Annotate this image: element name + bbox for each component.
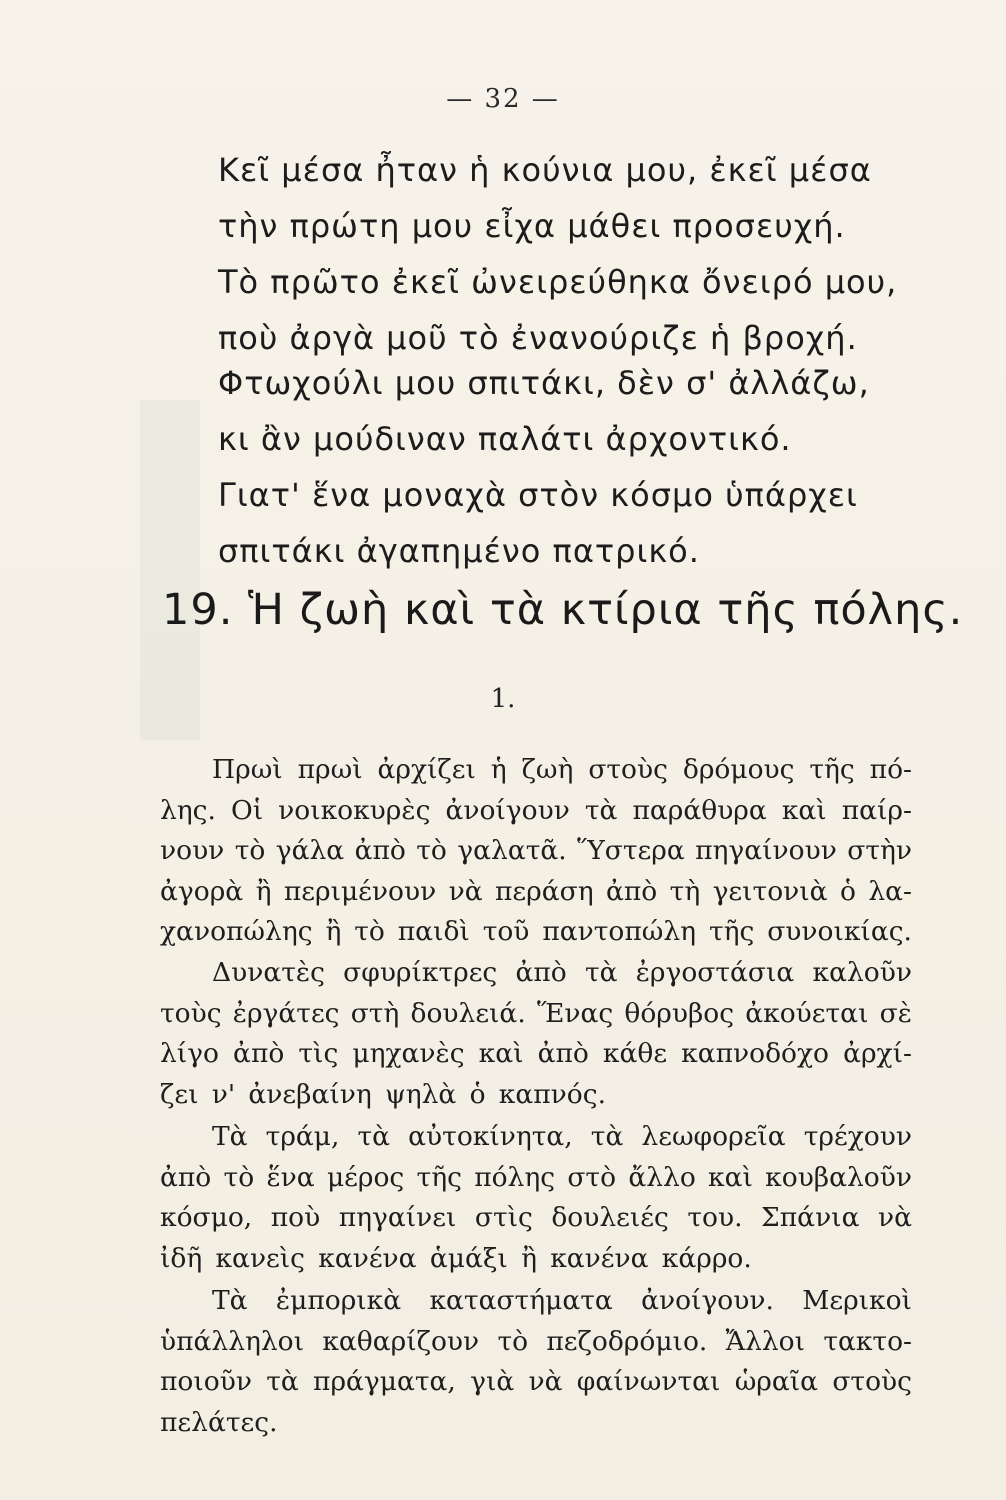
prose-line bbox=[160, 1198, 912, 1239]
prose-line bbox=[160, 791, 912, 832]
prose-line bbox=[160, 831, 912, 872]
subsection-number: 1. bbox=[490, 684, 516, 714]
prose-line bbox=[160, 912, 912, 953]
prose-word: κουβαλοῦν bbox=[765, 1161, 912, 1193]
prose-word: καταστήματα bbox=[429, 1285, 613, 1316]
poem-line: ποὺ ἀργὰ μοῦ τὸ ἐνανούριζε ἡ βροχή. bbox=[218, 319, 858, 357]
prose-word: νοικοκυρὲς bbox=[278, 794, 431, 826]
prose-word: παιδὶ bbox=[397, 916, 470, 947]
prose-word: τὰ bbox=[266, 1366, 299, 1397]
prose-word: πηγαίνουν bbox=[695, 835, 837, 866]
prose-word: ἀπὸ bbox=[605, 875, 658, 907]
prose-word: Ἄλλοι bbox=[725, 1325, 806, 1357]
prose-word: τὸ bbox=[497, 1325, 529, 1357]
prose-line bbox=[160, 1117, 912, 1158]
prose-word: τοῦ bbox=[482, 916, 530, 947]
prose-word: παράθυρα bbox=[632, 794, 767, 826]
prose-word: ἐμπορικὰ bbox=[275, 1285, 402, 1316]
prose-word: στὶς bbox=[474, 1202, 533, 1233]
prose-word: Τὰ bbox=[212, 1285, 248, 1316]
prose-word: Δυνατὲς bbox=[212, 957, 325, 988]
prose-word: καὶ bbox=[781, 794, 827, 826]
paragraph-3 bbox=[160, 1117, 912, 1279]
paragraph-2 bbox=[160, 953, 912, 1115]
prose-word: περάση bbox=[495, 875, 594, 907]
prose-word: ἄλλο bbox=[628, 1161, 696, 1193]
prose-word: καπνοδόχο bbox=[681, 1038, 829, 1069]
prose-word: τῆς bbox=[809, 754, 855, 785]
prose-word: ἐργάτες bbox=[232, 997, 340, 1029]
prose-word: τὸ bbox=[234, 835, 266, 866]
prose-word: Σπάνια bbox=[761, 1202, 860, 1233]
prose-line bbox=[160, 1322, 912, 1363]
prose-word: ἁμάξι bbox=[429, 1242, 508, 1274]
prose-word: ἀνοίγουν. bbox=[641, 1285, 774, 1316]
prose-word: ποιοῦν bbox=[160, 1366, 252, 1397]
prose-word: Τὰ bbox=[212, 1121, 248, 1152]
prose-line bbox=[160, 953, 912, 994]
prose-word: λίγο bbox=[160, 1038, 219, 1069]
prose-word: κανένα bbox=[550, 1242, 649, 1274]
prose-word: θόρυβος bbox=[624, 997, 735, 1029]
prose-word: τοὺς bbox=[160, 997, 222, 1029]
prose-word: παίρ- bbox=[841, 794, 912, 826]
prose-word: γιὰ bbox=[470, 1366, 515, 1397]
prose-word: μέρος bbox=[326, 1161, 405, 1193]
prose-word: ἀκούεται bbox=[745, 997, 869, 1029]
prose-word: σφυρίκτρες bbox=[343, 957, 498, 988]
prose-word: ζωὴ bbox=[521, 754, 574, 785]
prose-word: ἀπὸ bbox=[537, 1038, 589, 1069]
prose-word: ἀπὸ bbox=[233, 1038, 285, 1069]
prose-word: τὰ bbox=[590, 1121, 624, 1152]
prose-word: δουλειά. bbox=[410, 997, 526, 1029]
prose-word: του. bbox=[687, 1202, 743, 1233]
prose-word: τὶς bbox=[298, 1038, 339, 1069]
prose-word: καλοῦν bbox=[812, 957, 912, 988]
prose-word: παντοπώλη bbox=[542, 916, 697, 947]
prose-word: ἀπὸ bbox=[354, 835, 406, 866]
prose-word: πόλης bbox=[474, 1161, 556, 1193]
prose-word: ὡραῖα bbox=[734, 1366, 819, 1397]
prose-word: πράγματα, bbox=[313, 1366, 456, 1397]
prose-word: στοὺς bbox=[832, 1366, 912, 1397]
prose-word: γαλατᾶ. bbox=[457, 835, 567, 866]
prose-word: στὴν bbox=[847, 835, 912, 866]
prose-word: αὐτοκίνητα, bbox=[408, 1121, 573, 1152]
poem-line: Κεῖ μέσα ἦταν ἡ κούνια μου, ἐκεῖ μέσα bbox=[218, 151, 872, 189]
prose-word: λεωφορεῖα bbox=[641, 1121, 786, 1152]
prose-word: τὰ bbox=[584, 794, 618, 826]
prose-word: κόσμο, bbox=[160, 1202, 253, 1233]
prose-word: ἀρχίζει bbox=[377, 754, 476, 785]
prose-word: Οἱ bbox=[230, 794, 264, 826]
prose-word: νὰ bbox=[448, 875, 483, 907]
prose-word: νουν bbox=[160, 835, 225, 866]
prose-word: νὰ bbox=[528, 1366, 563, 1397]
prose-word: ἰδῆ bbox=[160, 1242, 203, 1274]
prose-word: γάλα bbox=[275, 835, 345, 866]
prose-word: ἀπὸ bbox=[515, 957, 567, 988]
prose-word: δουλειές bbox=[551, 1202, 669, 1233]
paragraph-1 bbox=[160, 750, 912, 953]
prose-word: ἢ bbox=[521, 1242, 537, 1274]
prose-word: ἢ bbox=[325, 916, 342, 947]
poem-line: Γιατ' ἕνα μοναχὰ στὸν κόσμο ὑπάρχει bbox=[218, 476, 858, 514]
prose-word: ἐργοστάσια bbox=[635, 957, 795, 988]
poem-line: σπιτάκι ἀγαπημένο πατρικό. bbox=[218, 532, 700, 570]
prose-word: τὴ bbox=[669, 875, 701, 907]
prose-word: ἀνοίγουν bbox=[445, 794, 570, 826]
prose-word: τὸ bbox=[354, 916, 385, 947]
prose-word: τράμ, bbox=[265, 1121, 340, 1152]
prose-word: λα- bbox=[868, 875, 912, 907]
prose-word: Ἕνας bbox=[536, 997, 614, 1029]
prose-word: κάρρο. bbox=[661, 1242, 752, 1274]
page-number: — 32 — bbox=[446, 84, 560, 114]
prose-line bbox=[160, 1034, 912, 1075]
prose-word: νὰ bbox=[877, 1202, 912, 1233]
prose-word: καθαρίζουν bbox=[322, 1325, 480, 1357]
prose-word: ἀνεβαίνη bbox=[248, 1078, 372, 1110]
prose-word: στοὺς bbox=[588, 754, 668, 785]
prose-word: γειτονιὰ bbox=[712, 875, 828, 907]
prose-word: τὸ bbox=[416, 835, 447, 866]
section-heading: 19. Ἡ ζωὴ καὶ τὰ κτίρια τῆς πόλης. bbox=[162, 585, 964, 635]
prose-word: περιμένουν bbox=[283, 875, 437, 907]
prose-word: σὲ bbox=[879, 997, 912, 1029]
poem-line: κι ἂν μούδιναν παλάτι ἀρχοντικό. bbox=[218, 420, 792, 458]
prose-word: δρόμους bbox=[682, 754, 795, 785]
paragraph-4 bbox=[160, 1281, 912, 1443]
prose-word: ὁ bbox=[469, 1078, 486, 1110]
prose-word: τῆς bbox=[416, 1161, 462, 1193]
prose-word: τῆς bbox=[708, 916, 755, 947]
poem-line: τὴν πρώτη μου εἶχα μάθει προσευχή. bbox=[218, 207, 846, 245]
prose-word: ἕνα bbox=[266, 1161, 315, 1193]
prose-word: καὶ bbox=[478, 1038, 524, 1069]
prose-word: τὰ bbox=[357, 1121, 391, 1152]
prose-word: ἀρχί- bbox=[843, 1038, 912, 1069]
prose-word: μηχανὲς bbox=[352, 1038, 465, 1069]
prose-word: κανεὶς bbox=[215, 1242, 306, 1274]
poem-line: Φτωχούλι μου σπιτάκι, δὲν σ' ἀλλάζω, bbox=[218, 364, 870, 402]
prose-word: ζει bbox=[160, 1078, 199, 1110]
prose-word: συνοικίας. bbox=[767, 916, 912, 947]
prose-word: ἢ bbox=[255, 875, 272, 907]
prose-word: ὑπάλληλοι bbox=[160, 1325, 305, 1357]
prose-word: Πρωὶ bbox=[212, 754, 283, 785]
prose-line bbox=[160, 1158, 912, 1199]
prose-word: τὸ bbox=[223, 1161, 255, 1193]
prose-word: ἡ bbox=[490, 754, 507, 785]
prose-word: πό- bbox=[869, 754, 912, 785]
prose-word: πρωὶ bbox=[297, 754, 363, 785]
prose-line bbox=[160, 1239, 912, 1280]
prose-word: τρέχουν bbox=[803, 1121, 912, 1152]
prose-word: τὰ bbox=[584, 957, 618, 988]
prose-word: κάθε bbox=[602, 1038, 668, 1069]
prose-word: πελάτες. bbox=[160, 1406, 278, 1438]
prose-word: τακτο- bbox=[823, 1325, 912, 1357]
prose-word: χανοπώλης bbox=[160, 916, 313, 947]
prose-word: πηγαίνει bbox=[338, 1202, 457, 1233]
prose-word: ποὺ bbox=[270, 1202, 321, 1233]
prose-line bbox=[160, 872, 912, 913]
prose-line bbox=[160, 1362, 912, 1403]
prose-word: κανένα bbox=[318, 1242, 417, 1274]
prose-word: Ὕστερα bbox=[577, 835, 685, 866]
prose-word: πεζοδρόμιο. bbox=[546, 1325, 708, 1357]
prose-word: καὶ bbox=[708, 1161, 753, 1193]
prose-word: ἀπὸ bbox=[160, 1161, 212, 1193]
prose-word: στὴ bbox=[350, 997, 400, 1029]
prose-word: καπνός. bbox=[498, 1078, 607, 1110]
poem-line: Τὸ πρῶτο ἐκεῖ ὠνειρεύθηκα ὄνειρό μου, bbox=[218, 263, 898, 301]
prose-word: Μερικοὶ bbox=[802, 1285, 912, 1316]
prose-word: ψηλὰ bbox=[384, 1078, 457, 1110]
poem-stanza-1 bbox=[218, 142, 897, 366]
prose-word: φαίνωνται bbox=[576, 1366, 721, 1397]
prose-word: ν' bbox=[211, 1078, 236, 1110]
prose-line bbox=[160, 750, 912, 791]
prose-word: λης. bbox=[160, 794, 216, 826]
prose-line bbox=[160, 1075, 912, 1116]
prose-word: ὁ bbox=[839, 875, 856, 907]
prose-line bbox=[160, 994, 912, 1035]
poem-stanza-2 bbox=[218, 355, 870, 579]
prose-line bbox=[160, 1281, 912, 1322]
prose-word: ἀγορὰ bbox=[160, 875, 244, 907]
prose-line bbox=[160, 1403, 912, 1444]
prose-word: στὸ bbox=[567, 1161, 617, 1193]
